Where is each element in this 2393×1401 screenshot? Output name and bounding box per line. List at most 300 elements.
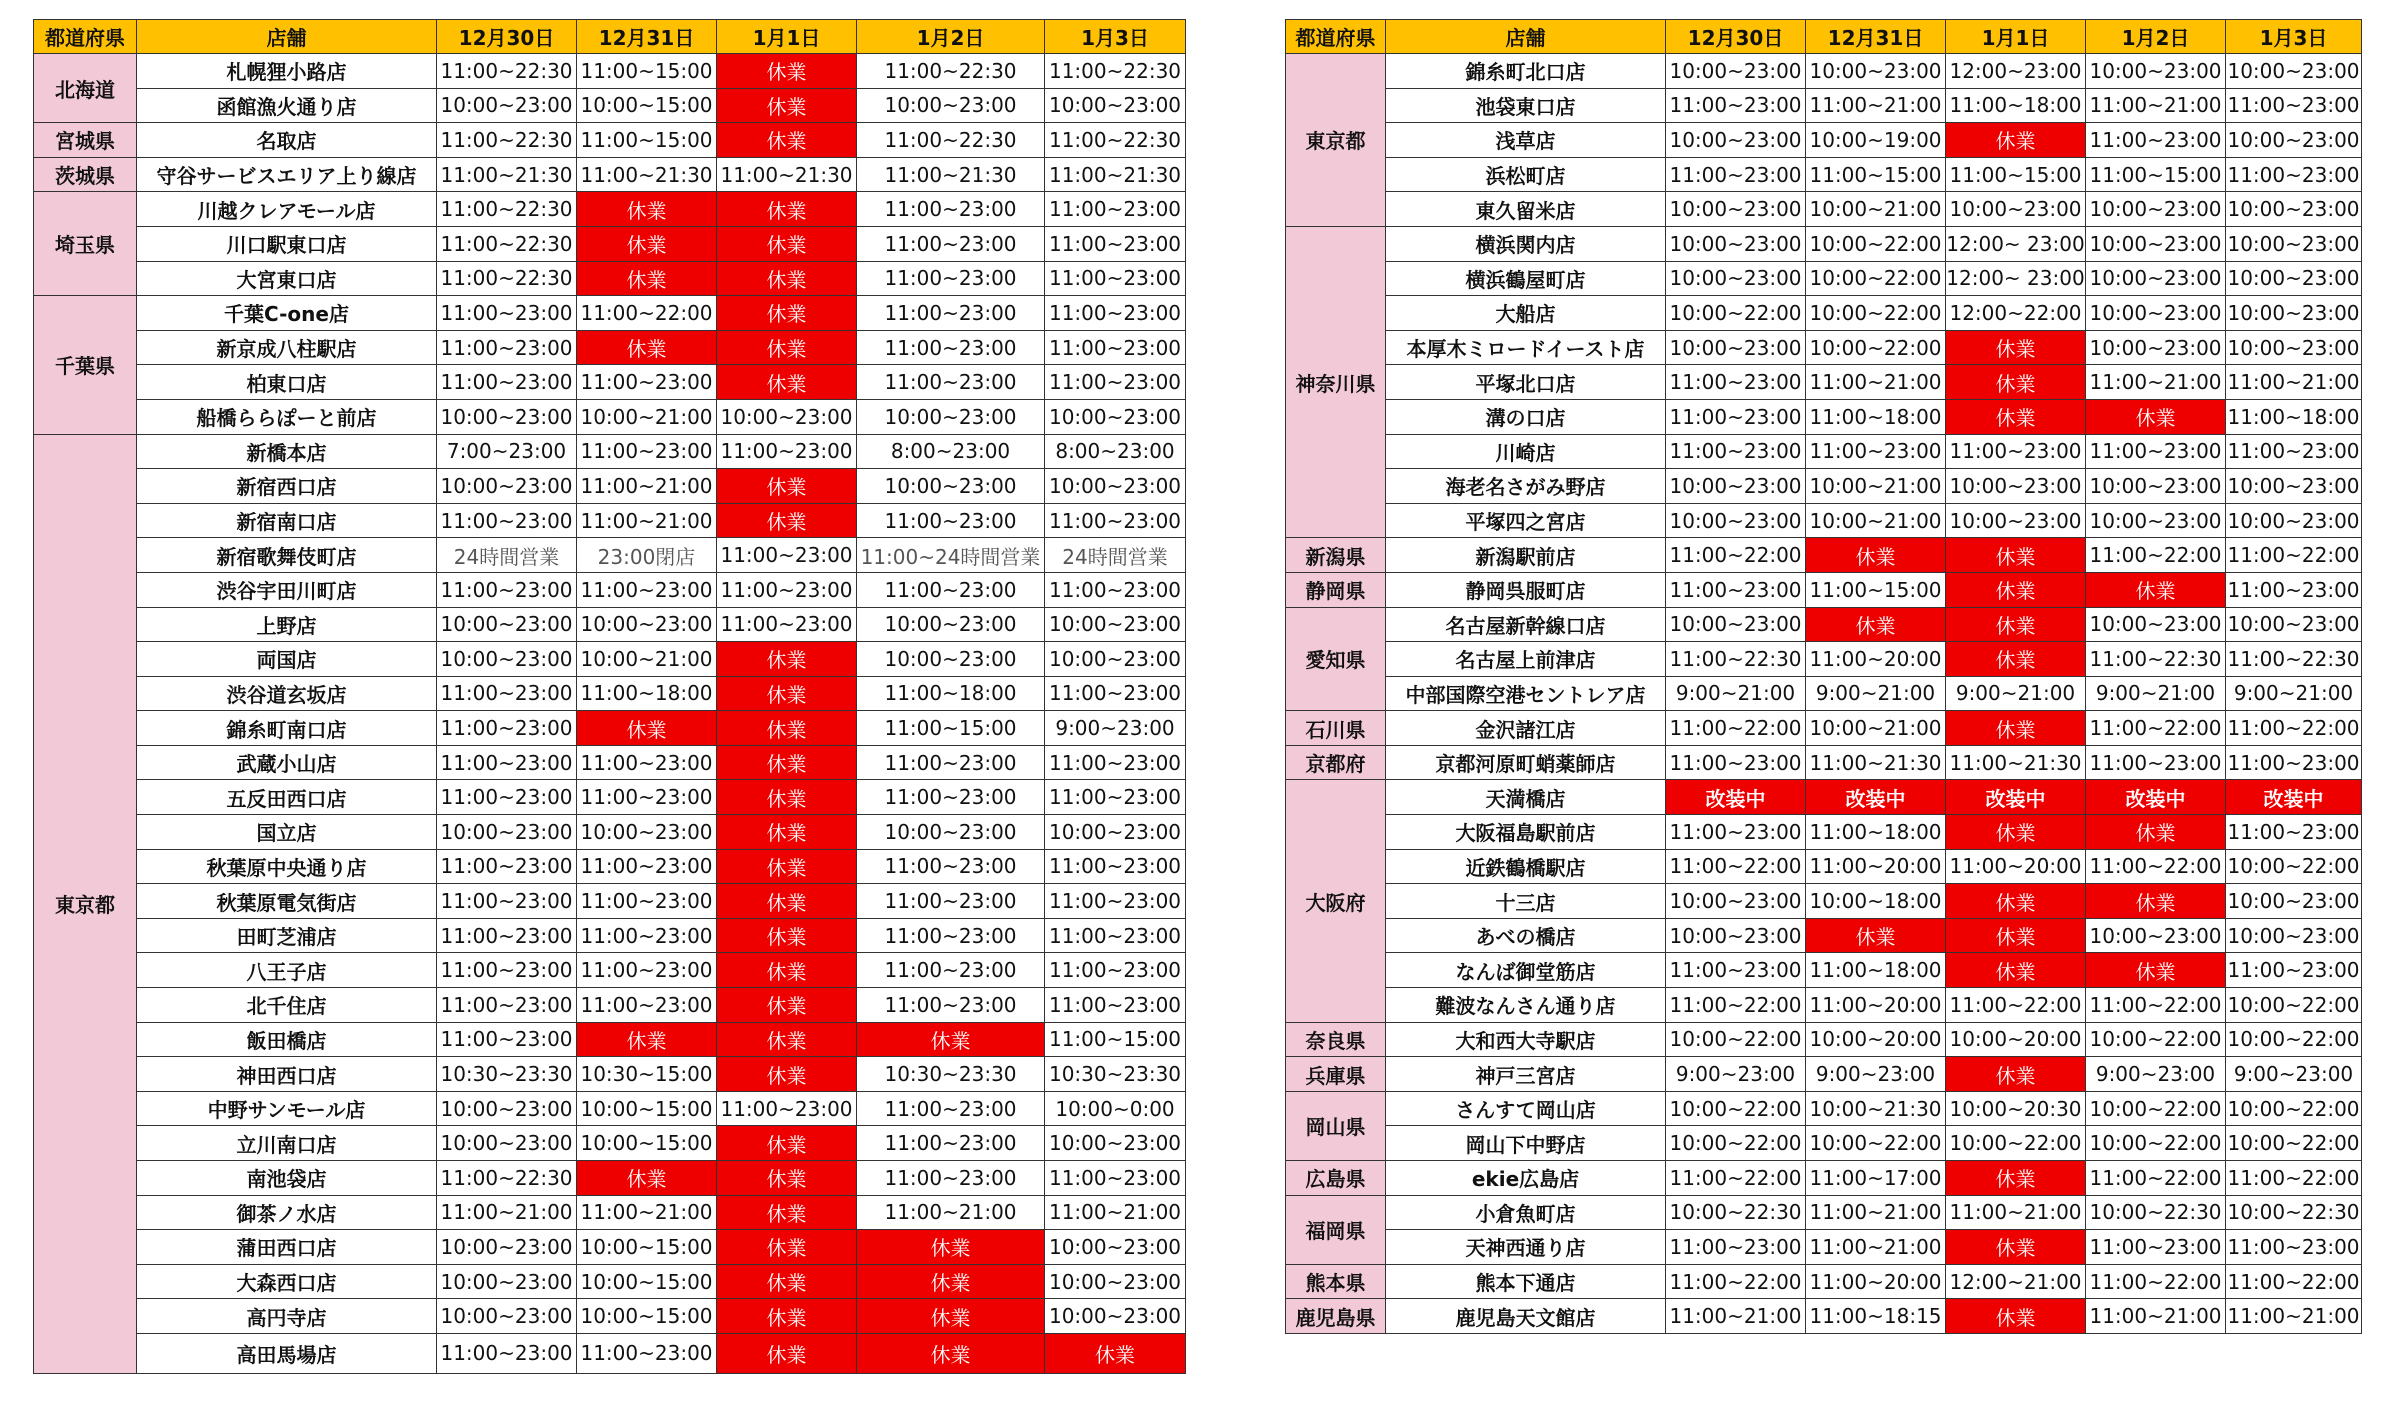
hours-cell: 10:00~23:00 xyxy=(2226,261,2362,296)
store-name-cell: 溝の口店 xyxy=(1386,399,1666,434)
store-name-cell: 高円寺店 xyxy=(137,1299,437,1334)
prefecture-cell: 静岡県 xyxy=(1286,572,1386,607)
hours-cell: 11:00~23:00 xyxy=(1666,365,1806,400)
store-name-cell: 大船店 xyxy=(1386,296,1666,331)
hours-cell: 休業 xyxy=(1946,918,2086,953)
hours-cell: 11:00~15:00 xyxy=(1946,157,2086,192)
hours-cell: 休業 xyxy=(857,1022,1045,1057)
hours-cell: 11:00~23:00 xyxy=(717,607,857,642)
hours-cell: 休業 xyxy=(717,1126,857,1161)
store-row xyxy=(34,503,1186,538)
store-name-cell: 新宿南口店 xyxy=(137,503,437,538)
hours-cell: 11:00~23:00 xyxy=(857,953,1045,988)
hours-cell: 10:00~23:00 xyxy=(2086,607,2226,642)
hours-cell: 11:00~22:00 xyxy=(2086,988,2226,1023)
hours-cell: 10:00~23:00 xyxy=(2226,607,2362,642)
prefecture-cell: 千葉県 xyxy=(34,296,137,434)
hours-cell: 10:00~20:00 xyxy=(1806,1022,1946,1057)
hours-cell: 11:00~23:00 xyxy=(2226,157,2362,192)
store-name-cell: 川崎店 xyxy=(1386,434,1666,469)
store-name-cell: 新宿西口店 xyxy=(137,469,437,504)
hours-cell: 11:00~23:00 xyxy=(1045,296,1186,331)
hours-cell: 11:00~23:00 xyxy=(1045,365,1186,400)
hours-cell: 10:00~22:00 xyxy=(1666,296,1806,331)
hours-cell: 11:00~22:30 xyxy=(437,261,577,296)
hours-cell: 11:00~24時間営業 xyxy=(857,538,1045,573)
hours-cell: 11:00~23:00 xyxy=(577,745,717,780)
prefecture-cell: 熊本県 xyxy=(1286,1264,1386,1299)
hours-cell: 10:00~23:00 xyxy=(2226,123,2362,158)
hours-cell: 10:00~23:00 xyxy=(437,1299,577,1334)
header-row xyxy=(34,20,1186,54)
hours-cell: 11:00~23:00 xyxy=(577,780,717,815)
hours-cell: 10:00~20:00 xyxy=(1946,1022,2086,1057)
hours-cell: 11:00~23:00 xyxy=(1666,815,1806,850)
store-name-cell: 池袋東口店 xyxy=(1386,88,1666,123)
hours-cell: 休業 xyxy=(1946,1230,2086,1265)
store-name-cell: 錦糸町南口店 xyxy=(137,711,437,746)
hours-cell: 9:00~21:00 xyxy=(1946,676,2086,711)
hours-cell: 11:00~22:30 xyxy=(2086,642,2226,677)
store-row xyxy=(1286,815,2362,850)
hours-cell: 休業 xyxy=(717,1264,857,1299)
prefecture-cell: 宮城県 xyxy=(34,123,137,158)
hours-cell: 10:00~23:00 xyxy=(1666,261,1806,296)
store-row xyxy=(1286,469,2362,504)
hours-cell: 11:00~21:00 xyxy=(857,1195,1045,1230)
hours-cell: 休業 xyxy=(717,676,857,711)
hours-cell: 10:00~23:00 xyxy=(437,1230,577,1265)
hours-cell: 11:00~23:00 xyxy=(577,849,717,884)
hours-cell: 休業 xyxy=(577,330,717,365)
hours-cell: 9:00~21:00 xyxy=(2086,676,2226,711)
hours-cell: 11:00~21:00 xyxy=(437,1195,577,1230)
hours-cell: 10:00~21:00 xyxy=(1806,192,1946,227)
store-row xyxy=(1286,988,2362,1023)
hours-cell: 11:00~23:00 xyxy=(437,676,577,711)
hours-cell: 11:00~23:00 xyxy=(857,1161,1045,1196)
hours-cell: 11:00~23:00 xyxy=(2226,572,2362,607)
hours-cell: 休業 xyxy=(2086,953,2226,988)
hours-cell: 11:00~21:00 xyxy=(1806,1230,1946,1265)
header-store: 店舗 xyxy=(137,20,437,54)
hours-cell: 9:00~21:00 xyxy=(1806,676,1946,711)
hours-cell: 休業 xyxy=(717,1057,857,1092)
hours-cell: 10:00~23:00 xyxy=(1666,192,1806,227)
hours-cell: 9:00~23:00 xyxy=(2086,1057,2226,1092)
hours-cell: 11:00~23:00 xyxy=(1666,953,1806,988)
store-name-cell: 武蔵小山店 xyxy=(137,745,437,780)
hours-cell: 11:00~22:00 xyxy=(2086,1264,2226,1299)
hours-cell: 休業 xyxy=(717,745,857,780)
hours-cell: 11:00~23:00 xyxy=(437,953,577,988)
hours-cell: 10:00~15:00 xyxy=(577,88,717,123)
hours-cell: 10:00~23:00 xyxy=(437,399,577,434)
hours-cell: 11:00~23:00 xyxy=(1045,953,1186,988)
store-name-cell: 上野店 xyxy=(137,607,437,642)
hours-cell: 休業 xyxy=(717,1333,857,1373)
store-row xyxy=(34,1230,1186,1265)
store-row xyxy=(1286,607,2362,642)
store-row xyxy=(34,1264,1186,1299)
hours-cell: 10:00~23:00 xyxy=(1666,503,1806,538)
hours-cell: 10:00~23:00 xyxy=(437,469,577,504)
header-dec31: 12月31日 xyxy=(577,20,717,54)
hours-cell: 休業 xyxy=(717,849,857,884)
store-name-cell: 鹿児島天文館店 xyxy=(1386,1299,1666,1334)
hours-cell: 7:00~23:00 xyxy=(437,434,577,469)
hours-cell: 11:00~23:00 xyxy=(1045,988,1186,1023)
store-name-cell: 柏東口店 xyxy=(137,365,437,400)
store-row xyxy=(34,54,1186,89)
store-name-cell: 小倉魚町店 xyxy=(1386,1195,1666,1230)
hours-cell: 11:00~22:30 xyxy=(437,1161,577,1196)
hours-cell: 休業 xyxy=(577,711,717,746)
hours-cell: 11:00~23:00 xyxy=(437,849,577,884)
hours-cell: 11:00~23:00 xyxy=(437,296,577,331)
hours-cell: 11:00~23:00 xyxy=(437,988,577,1023)
store-name-cell: 川越クレアモール店 xyxy=(137,192,437,227)
hours-cell: 休業 xyxy=(2086,399,2226,434)
hours-cell: 10:00~22:00 xyxy=(1666,1126,1806,1161)
store-row xyxy=(34,365,1186,400)
hours-cell: 23:00閉店 xyxy=(577,538,717,573)
store-name-cell: 大和西大寺駅店 xyxy=(1386,1022,1666,1057)
store-name-cell: 新潟駅前店 xyxy=(1386,538,1666,573)
hours-cell: 11:00~23:00 xyxy=(437,780,577,815)
hours-cell: 休業 xyxy=(717,469,857,504)
prefecture-cell: 兵庫県 xyxy=(1286,1057,1386,1092)
hours-cell: 11:00~23:00 xyxy=(437,711,577,746)
hours-cell: 10:00~15:00 xyxy=(577,1091,717,1126)
hours-cell: 11:00~22:30 xyxy=(1666,642,1806,677)
hours-cell: 休業 xyxy=(857,1264,1045,1299)
store-row xyxy=(34,988,1186,1023)
hours-cell: 11:00~23:00 xyxy=(1045,572,1186,607)
hours-cell: 11:00~23:00 xyxy=(1045,849,1186,884)
store-name-cell: 神田西口店 xyxy=(137,1057,437,1092)
hours-cell: 11:00~23:00 xyxy=(437,1022,577,1057)
store-name-cell: 立川南口店 xyxy=(137,1126,437,1161)
hours-cell: 11:00~22:00 xyxy=(1666,988,1806,1023)
hours-cell: 11:00~22:00 xyxy=(2086,1161,2226,1196)
hours-cell: 10:00~23:00 xyxy=(1666,607,1806,642)
prefecture-cell: 愛知県 xyxy=(1286,607,1386,711)
hours-cell: 11:00~23:00 xyxy=(857,330,1045,365)
hours-cell: 10:00~23:00 xyxy=(2086,296,2226,331)
hours-cell: 休業 xyxy=(717,226,857,261)
hours-cell: 休業 xyxy=(1045,1333,1186,1373)
hours-cell: 10:30~15:00 xyxy=(577,1057,717,1092)
hours-cell: 10:00~23:00 xyxy=(857,815,1045,850)
store-row xyxy=(34,884,1186,919)
hours-cell: 10:00~23:00 xyxy=(1946,469,2086,504)
hours-cell: 11:00~23:00 xyxy=(2226,953,2362,988)
hours-cell: 10:00~22:00 xyxy=(2226,1126,2362,1161)
hours-cell: 11:00~23:00 xyxy=(857,226,1045,261)
hours-cell: 11:00~21:00 xyxy=(1666,1299,1806,1334)
hours-cell: 10:30~23:30 xyxy=(1045,1057,1186,1092)
store-name-cell: 田町芝浦店 xyxy=(137,918,437,953)
hours-cell: 10:00~23:00 xyxy=(1045,469,1186,504)
hours-cell: 10:00~23:00 xyxy=(1666,226,1806,261)
hours-cell: 10:00~23:00 xyxy=(2086,330,2226,365)
hours-cell: 10:00~23:00 xyxy=(1045,1264,1186,1299)
hours-cell: 10:00~22:00 xyxy=(2086,1091,2226,1126)
hours-cell: 休業 xyxy=(1946,884,2086,919)
hours-cell: 10:00~23:00 xyxy=(1045,642,1186,677)
store-name-cell: 本厚木ミロードイースト店 xyxy=(1386,330,1666,365)
hours-cell: 休業 xyxy=(717,1299,857,1334)
hours-cell: 10:00~22:00 xyxy=(1666,1091,1806,1126)
hours-cell: 11:00~20:00 xyxy=(1806,1264,1946,1299)
store-name-cell: 十三店 xyxy=(1386,884,1666,919)
hours-cell: 11:00~23:00 xyxy=(717,538,857,573)
store-name-cell: 蒲田西口店 xyxy=(137,1230,437,1265)
hours-cell: 10:00~23:00 xyxy=(2226,469,2362,504)
hours-cell: 11:00~23:00 xyxy=(437,1333,577,1373)
hours-cell: 10:00~23:00 xyxy=(577,815,717,850)
store-name-cell: 国立店 xyxy=(137,815,437,850)
hours-cell: 11:00~23:00 xyxy=(2226,434,2362,469)
hours-cell: 11:00~22:00 xyxy=(577,296,717,331)
hours-cell: 10:00~22:30 xyxy=(2086,1195,2226,1230)
hours-cell: 11:00~21:00 xyxy=(1806,365,1946,400)
store-name-cell: 守谷サービスエリア上り線店 xyxy=(137,157,437,192)
store-name-cell: 海老名さがみ野店 xyxy=(1386,469,1666,504)
hours-cell: 9:00~23:00 xyxy=(1045,711,1186,746)
hours-cell: 11:00~22:30 xyxy=(1045,123,1186,158)
hours-cell: 24時間営業 xyxy=(1045,538,1186,573)
store-name-cell: 高田馬場店 xyxy=(137,1333,437,1373)
hours-cell: 10:00~23:00 xyxy=(1806,54,1946,89)
hours-cell: 10:00~22:00 xyxy=(2086,1022,2226,1057)
hours-cell: 10:00~23:00 xyxy=(1666,54,1806,89)
store-row xyxy=(34,330,1186,365)
store-row xyxy=(1286,884,2362,919)
store-row xyxy=(1286,538,2362,573)
hours-cell: 休業 xyxy=(1946,330,2086,365)
store-name-cell: 北千住店 xyxy=(137,988,437,1023)
hours-cell: 10:00~20:30 xyxy=(1946,1091,2086,1126)
hours-cell: 9:00~21:00 xyxy=(1666,676,1806,711)
header-prefecture: 都道府県 xyxy=(34,20,137,54)
hours-cell: 10:00~23:00 xyxy=(437,815,577,850)
store-name-cell: 八王子店 xyxy=(137,953,437,988)
hours-cell: 11:00~23:00 xyxy=(857,572,1045,607)
store-name-cell: さんすて岡山店 xyxy=(1386,1091,1666,1126)
hours-cell: 11:00~23:00 xyxy=(577,884,717,919)
hours-cell: 11:00~23:00 xyxy=(1666,157,1806,192)
hours-cell: 10:00~23:00 xyxy=(857,88,1045,123)
hours-cell: 10:00~23:00 xyxy=(1045,815,1186,850)
store-row xyxy=(1286,849,2362,884)
hours-cell: 11:00~18:00 xyxy=(1806,953,1946,988)
holiday-hours-table-right xyxy=(1285,19,2362,1334)
hours-cell: 11:00~23:00 xyxy=(2226,1230,2362,1265)
store-row xyxy=(34,157,1186,192)
store-row xyxy=(1286,953,2362,988)
prefecture-cell: 東京都 xyxy=(1286,54,1386,227)
prefecture-cell: 京都府 xyxy=(1286,745,1386,780)
store-row xyxy=(1286,365,2362,400)
hours-cell: 休業 xyxy=(2086,815,2226,850)
store-name-cell: 渋谷宇田川町店 xyxy=(137,572,437,607)
hours-cell: 11:00~23:00 xyxy=(857,988,1045,1023)
hours-cell: 12:00~21:00 xyxy=(1946,1264,2086,1299)
hours-cell: 11:00~21:30 xyxy=(437,157,577,192)
store-row xyxy=(1286,88,2362,123)
hours-cell: 11:00~23:00 xyxy=(717,1091,857,1126)
store-row xyxy=(1286,261,2362,296)
hours-cell: 11:00~23:00 xyxy=(1045,676,1186,711)
hours-cell: 休業 xyxy=(1806,918,1946,953)
hours-cell: 休業 xyxy=(1946,642,2086,677)
hours-cell: 休業 xyxy=(2086,572,2226,607)
hours-cell: 10:00~22:00 xyxy=(1666,1022,1806,1057)
hours-cell: 10:00~19:00 xyxy=(1806,123,1946,158)
hours-cell: 11:00~23:00 xyxy=(717,572,857,607)
hours-cell: 休業 xyxy=(1946,815,2086,850)
store-row xyxy=(34,88,1186,123)
store-name-cell: 御茶ノ水店 xyxy=(137,1195,437,1230)
hours-cell: 11:00~20:00 xyxy=(1946,849,2086,884)
store-row xyxy=(1286,1091,2362,1126)
hours-cell: 12:00~ 23:00 xyxy=(1946,226,2086,261)
header-prefecture: 都道府県 xyxy=(1286,20,1386,54)
prefecture-cell: 石川県 xyxy=(1286,711,1386,746)
hours-cell: 10:00~18:00 xyxy=(1806,884,1946,919)
header-dec30: 12月30日 xyxy=(1666,20,1806,54)
hours-cell: 10:00~23:00 xyxy=(2086,261,2226,296)
store-row xyxy=(1286,1264,2362,1299)
hours-cell: 11:00~22:30 xyxy=(437,54,577,89)
store-row xyxy=(1286,157,2362,192)
store-row xyxy=(34,918,1186,953)
store-name-cell: 難波なんさん通り店 xyxy=(1386,988,1666,1023)
store-name-cell: 大阪福島駅前店 xyxy=(1386,815,1666,850)
store-row xyxy=(34,1022,1186,1057)
hours-cell: 11:00~22:00 xyxy=(2226,1264,2362,1299)
hours-cell: 10:00~23:00 xyxy=(1666,918,1806,953)
store-name-cell: 浜松町店 xyxy=(1386,157,1666,192)
hours-cell: 10:00~23:00 xyxy=(437,88,577,123)
hours-cell: 10:00~22:30 xyxy=(2226,1195,2362,1230)
hours-cell: 11:00~23:00 xyxy=(437,503,577,538)
hours-cell: 11:00~21:30 xyxy=(577,157,717,192)
hours-cell: 11:00~23:00 xyxy=(577,434,717,469)
hours-cell: 11:00~15:00 xyxy=(577,123,717,158)
hours-cell: 改装中 xyxy=(2086,780,2226,815)
hours-cell: 休業 xyxy=(1946,365,2086,400)
hours-cell: 10:00~23:00 xyxy=(857,642,1045,677)
hours-cell: 11:00~23:00 xyxy=(577,918,717,953)
hours-cell: 11:00~23:00 xyxy=(857,780,1045,815)
store-row xyxy=(34,711,1186,746)
store-name-cell: 天神西通り店 xyxy=(1386,1230,1666,1265)
hours-cell: 10:00~22:00 xyxy=(1806,226,1946,261)
store-row xyxy=(1286,1299,2362,1334)
hours-cell: 休業 xyxy=(717,988,857,1023)
hours-cell: 11:00~22:00 xyxy=(1666,1264,1806,1299)
hours-cell: 11:00~22:00 xyxy=(1946,988,2086,1023)
store-row xyxy=(34,780,1186,815)
hours-cell: 11:00~21:00 xyxy=(577,503,717,538)
hours-cell: 11:00~23:00 xyxy=(857,1126,1045,1161)
store-row xyxy=(34,261,1186,296)
hours-cell: 10:00~23:00 xyxy=(2086,192,2226,227)
store-name-cell: 飯田橋店 xyxy=(137,1022,437,1057)
hours-cell: 11:00~22:30 xyxy=(437,192,577,227)
hours-cell: 9:00~23:00 xyxy=(1806,1057,1946,1092)
hours-cell: 11:00~23:00 xyxy=(577,572,717,607)
hours-cell: 11:00~23:00 xyxy=(577,365,717,400)
hours-cell: 11:00~22:30 xyxy=(857,54,1045,89)
store-row xyxy=(1286,1195,2362,1230)
hours-cell: 休業 xyxy=(1946,1161,2086,1196)
hours-cell: 休業 xyxy=(1946,953,2086,988)
hours-cell: 休業 xyxy=(1806,607,1946,642)
hours-cell: 12:00~22:00 xyxy=(1946,296,2086,331)
hours-cell: 11:00~23:00 xyxy=(437,572,577,607)
store-name-cell: 東久留米店 xyxy=(1386,192,1666,227)
hours-cell: 10:00~23:00 xyxy=(2226,884,2362,919)
hours-cell: 11:00~23:00 xyxy=(2086,745,2226,780)
hours-cell: 10:00~22:00 xyxy=(2086,1126,2226,1161)
store-row xyxy=(1286,503,2362,538)
hours-cell: 休業 xyxy=(717,365,857,400)
store-row xyxy=(1286,642,2362,677)
hours-cell: 11:00~23:00 xyxy=(2226,88,2362,123)
hours-cell: 11:00~22:30 xyxy=(437,226,577,261)
hours-cell: 9:00~21:00 xyxy=(2226,676,2362,711)
hours-cell: 10:00~23:00 xyxy=(437,1126,577,1161)
store-row xyxy=(34,676,1186,711)
hours-cell: 11:00~23:00 xyxy=(1666,399,1806,434)
hours-cell: 11:00~15:00 xyxy=(1806,157,1946,192)
store-row xyxy=(1286,192,2362,227)
hours-cell: 10:00~22:00 xyxy=(1946,1126,2086,1161)
hours-cell: 休業 xyxy=(577,192,717,227)
hours-cell: 休業 xyxy=(1946,572,2086,607)
hours-cell: 休業 xyxy=(717,918,857,953)
hours-cell: 11:00~23:00 xyxy=(1045,780,1186,815)
hours-cell: 10:00~23:00 xyxy=(437,607,577,642)
store-row xyxy=(34,1126,1186,1161)
hours-cell: 休業 xyxy=(717,88,857,123)
store-name-cell: 川口駅東口店 xyxy=(137,226,437,261)
hours-cell: 11:00~23:00 xyxy=(1946,434,2086,469)
hours-cell: 10:30~23:30 xyxy=(857,1057,1045,1092)
hours-cell: 11:00~23:00 xyxy=(1045,745,1186,780)
store-name-cell: 静岡呉服町店 xyxy=(1386,572,1666,607)
hours-cell: 10:00~23:00 xyxy=(1666,123,1806,158)
store-name-cell: 平塚北口店 xyxy=(1386,365,1666,400)
hours-cell: 10:00~23:00 xyxy=(857,607,1045,642)
store-row xyxy=(1286,572,2362,607)
hours-cell: 休業 xyxy=(717,884,857,919)
hours-cell: 10:00~23:00 xyxy=(1045,88,1186,123)
hours-cell: 10:00~23:00 xyxy=(2226,503,2362,538)
store-row xyxy=(34,815,1186,850)
hours-cell: 10:00~21:00 xyxy=(1806,711,1946,746)
hours-cell: 11:00~22:00 xyxy=(1666,1161,1806,1196)
hours-cell: 11:00~23:00 xyxy=(577,953,717,988)
hours-cell: 11:00~23:00 xyxy=(857,365,1045,400)
store-name-cell: 新京成八柱駅店 xyxy=(137,330,437,365)
store-row xyxy=(34,469,1186,504)
hours-cell: 11:00~18:15 xyxy=(1806,1299,1946,1334)
